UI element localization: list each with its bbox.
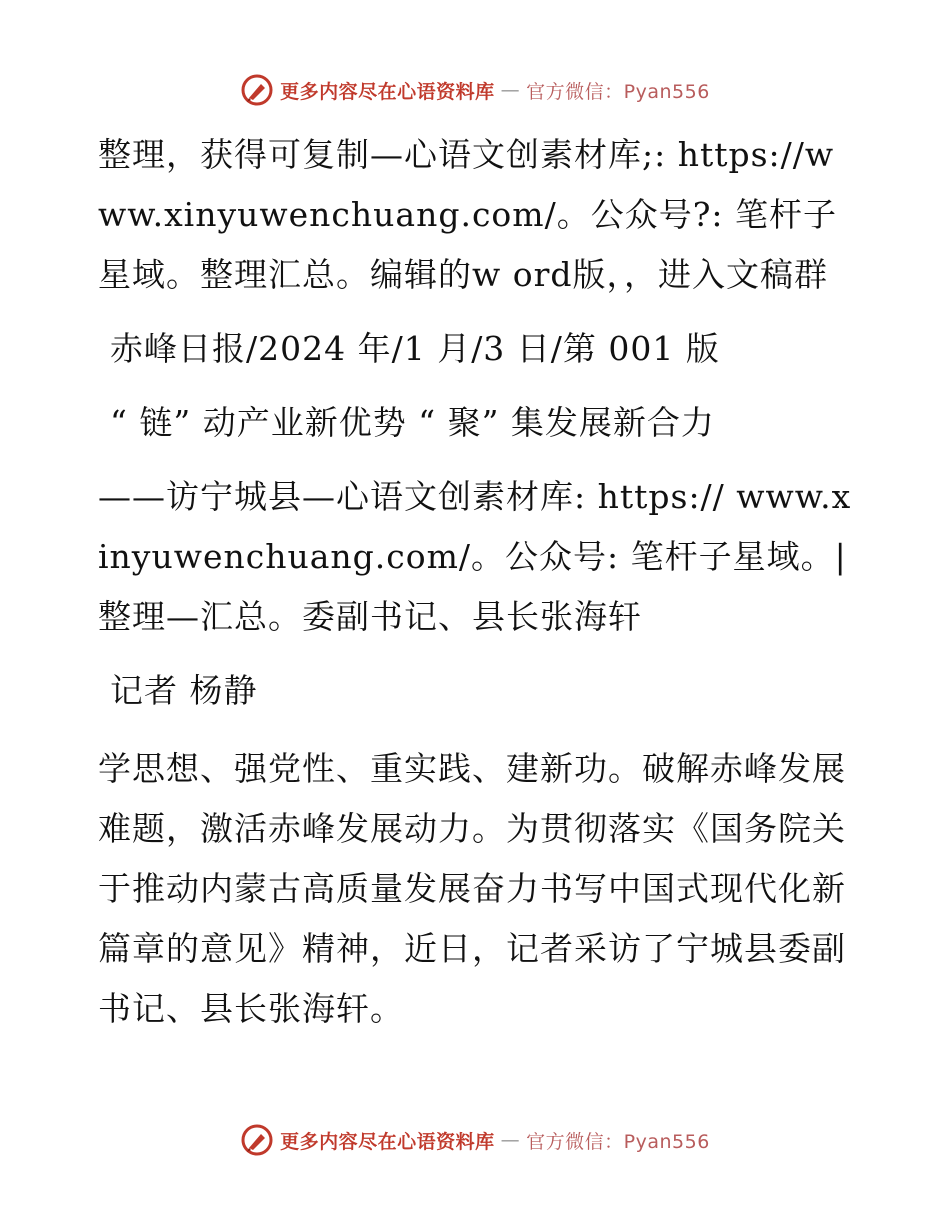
article-headline: “ 链” 动产业新优势 “ 聚” 集发展新合力 [110, 403, 715, 442]
document-body [98, 125, 858, 1039]
body-paragraph: 学思想、强党性、重实践、建新功。破解赤峰发展难题，激活赤峰发展动力。为贯彻落实《国务院关于推动内蒙古高质量发展奋力书写中国式现代化新篇章的意见》精神，近日，记者采访了宁城县委副书记、县长张海轩。 [98, 749, 846, 1028]
banner-title: 更多内容尽在心语资料库 [280, 80, 495, 103]
byline: 记者 杨静 [110, 671, 258, 710]
banner-wechat: 官方微信：Pyan556 [526, 1130, 710, 1153]
banner-wechat: 官方微信：Pyan556 [526, 80, 710, 103]
intro-paragraph: 整理，获得可复制—心语文创素材库;: https://www.xinyuwenchuang.com/。公众号?: 笔杆子星域。整理汇总。编辑的w ord版，，进入文稿群 [98, 135, 838, 294]
source-line: 赤峰日报/2024 年/1 月/3 日/第 001 版 [110, 329, 720, 368]
footer-banner [0, 1120, 950, 1160]
article-subhead: ——访宁城县—心语文创素材库: https:// www.xinyuwenchuang.com/。公众号: 笔杆子星域。|整理—汇总。委副书记、县长张海轩 [98, 477, 852, 636]
banner-dash: — [500, 1129, 521, 1151]
banner-title: 更多内容尽在心语资料库 [280, 1130, 495, 1153]
banner-dash: — [500, 79, 521, 101]
pen-logo-icon [240, 73, 274, 107]
header-banner [0, 70, 950, 110]
pen-logo-icon [240, 1123, 274, 1157]
